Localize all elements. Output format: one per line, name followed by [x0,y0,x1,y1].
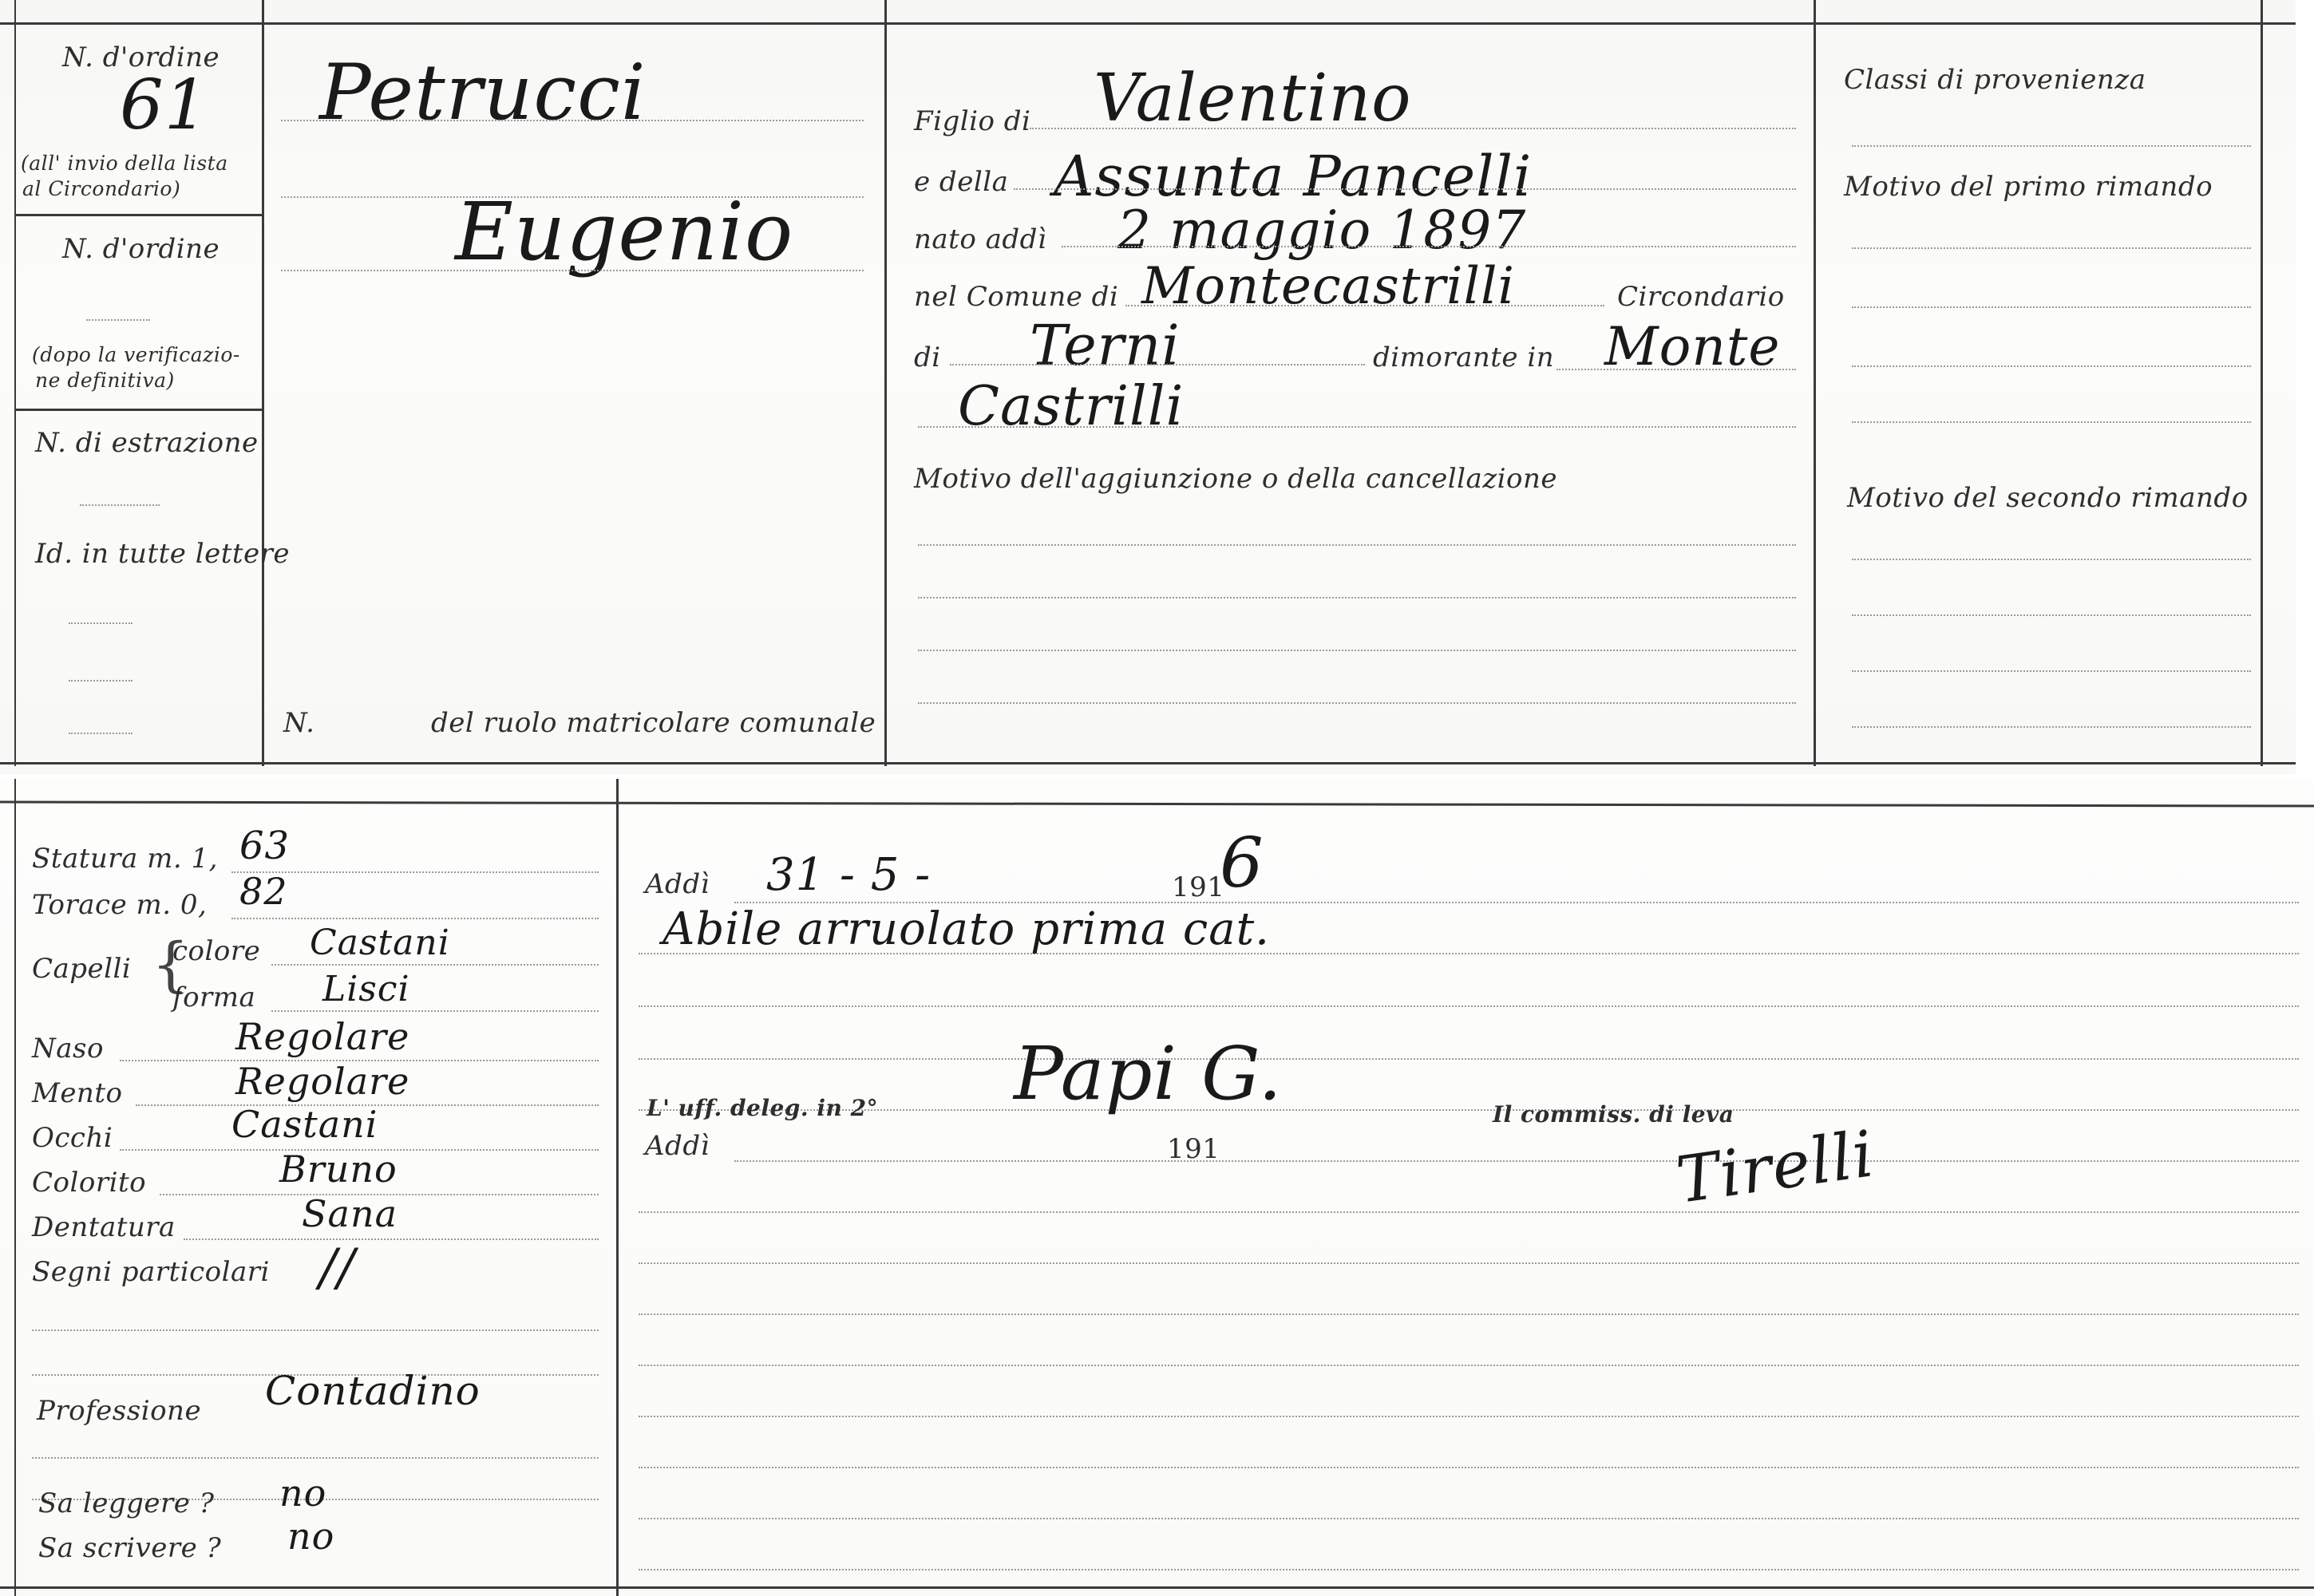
professione-dots-1 [32,1457,599,1459]
primo-dots-3 [1852,365,2251,367]
comune-value: Montecastrilli [1141,257,1515,316]
name-dots-3 [281,270,864,271]
occhi-value: Castani [231,1103,378,1146]
capelli-forma-value: Lisci [322,969,410,1009]
dentatura-label: Dentatura [32,1211,176,1243]
record-dots-8 [639,1262,2299,1264]
mother-name: Assunta Pancelli [1054,144,1533,209]
secondo-dots-4 [1852,726,2251,728]
capelli-colore-value: Castani [310,922,450,963]
estrazione-label: N. di estrazione [35,427,259,459]
primo-dots-4 [1852,421,2251,423]
occhi-label: Occhi [32,1122,113,1154]
birth-dots [1062,246,1796,247]
given-name: Eugenio [455,185,794,279]
circondario-value: Terni [1030,313,1181,378]
secondo-rimando-label: Motivo del secondo rimando [1847,482,2249,514]
col-divider-3 [1814,0,1816,766]
circondario-label: Circondario [1617,281,1785,313]
record-dots-3 [639,1005,2299,1007]
motivo-label: Motivo dell'aggiunzione o della cancellazione [914,463,1557,495]
ruolo-n-label: N. [283,707,315,739]
dimorante-line2: Castrilli [958,375,1185,438]
classi-dots-1 [1852,145,2251,147]
record-dots-4 [639,1058,2299,1060]
left-row-divider-2 [14,409,263,411]
dentatura-value: Sana [302,1192,398,1235]
secondo-dots-2 [1852,614,2251,616]
record-dots-11 [639,1416,2299,1417]
record-dots-14 [639,1569,2299,1570]
addi-label: Addì [645,868,710,900]
left-row-divider-1 [14,214,263,216]
naso-label: Naso [32,1033,104,1065]
capelli-brace-icon: { [152,930,190,999]
n-ordine-value: 61 [120,65,209,145]
record-dots-9 [639,1314,2299,1315]
col-divider-1 [262,0,264,766]
col-divider-2 [884,0,887,766]
forma-label: forma [172,982,256,1013]
uff-deleg-label: L' uff. deleg. in 2° [647,1095,879,1121]
colore-label: colore [172,935,261,967]
bottom-bottom-border [0,1586,2314,1589]
record-dots-13 [639,1518,2299,1519]
uff-signature: Papi G. [1014,1031,1283,1116]
mento-value: Regolare [235,1060,410,1103]
record-year2-prefix: 191 [1167,1133,1220,1165]
record-date: 31 - 5 - [766,849,932,901]
nato-label: nato addì [914,223,1047,255]
record-year-suffix: 6 [1220,824,1264,903]
secondo-dots-3 [1852,670,2251,672]
colorito-value: Bruno [279,1148,398,1191]
record-dots-7 [639,1211,2299,1213]
segni-dots-1 [32,1329,599,1331]
primo-dots-1 [1852,247,2251,249]
estrazione-dots [80,504,160,506]
register-bottom-sheet [0,779,2314,1596]
motivo-dots-4 [918,702,1796,704]
mento-label: Mento [32,1077,123,1109]
n-ordine2-label: N. d'ordine [62,233,220,265]
verifica-note-line1: (dopo la verificazio- [32,343,240,366]
record-outcome: Abile arruolato prima cat. [663,903,1270,955]
colore-dots [271,964,599,966]
segni-label: Segni particolari [32,1256,270,1288]
record-dots-6 [734,1160,2299,1162]
lettere-dots-1 [69,622,133,624]
comune-dots [1125,305,1604,306]
statura-value: 63 [239,824,291,868]
figlio-label: Figlio di [914,105,1031,137]
capelli-label: Capelli [32,953,132,985]
bottom-top-border [0,800,2314,807]
col-divider-4 [2261,0,2263,766]
left-border [14,0,16,766]
professione-value: Contadino [265,1368,481,1414]
secondo-dots-1 [1852,559,2251,560]
leggere-value: no [279,1472,327,1515]
di-label: di [914,342,941,373]
dimorante-label: dimorante in [1373,342,1555,373]
primo-rimando-label: Motivo del primo rimando [1844,171,2213,203]
dimorante-line1: Monte [1604,316,1781,377]
mother-dots [1014,188,1796,190]
bottom-left-border [14,779,16,1596]
torace-label: Torace m. 0, [32,889,208,921]
forma-dots [271,1010,599,1012]
primo-dots-2 [1852,306,2251,308]
bottom-border [0,762,2296,764]
birth-date: 2 maggio 1897 [1117,200,1527,261]
dimorante-dots-2 [918,426,1796,428]
statura-label: Statura m. 1, [32,843,218,875]
father-dots [1030,128,1796,129]
di-dots [950,364,1365,365]
dimorante-dots-1 [1557,369,1796,370]
invio-note-line2: al Circondario) [22,177,181,200]
record-dots-12 [639,1467,2299,1468]
surname: Petrucci [319,48,647,137]
lettere-dots-2 [69,680,133,681]
record-year-prefix: 191 [1172,871,1225,903]
invio-note-line1: (all' invio della lista [21,152,228,175]
colorito-label: Colorito [32,1167,147,1199]
top-border [0,22,2296,25]
n-ordine2-dots [86,319,150,321]
record-dots-5 [639,1109,2299,1111]
segni-value: // [319,1238,356,1298]
motivo-dots-2 [918,597,1796,598]
leggere-label: Sa leggere ? [38,1487,215,1519]
addi2-label: Addì [645,1130,710,1162]
name-dots-1 [281,120,864,121]
dentatura-dots [184,1238,599,1240]
motivo-dots-1 [918,544,1796,546]
motivo-dots-3 [918,650,1796,651]
comune-label: nel Comune di [914,281,1119,313]
professione-label: Professione [37,1395,202,1427]
bottom-col-divider [616,779,619,1596]
register-top-sheet [0,0,2296,774]
torace-dots [231,918,599,919]
madre-label: e della [914,166,1009,198]
classi-label: Classi di provenienza [1844,64,2146,96]
verifica-note-line2: ne definitiva) [35,369,175,392]
torace-value: 82 [239,870,288,913]
ruolo-label: del ruolo matricolare comunale [431,707,876,739]
n-ordine-label: N. d'ordine [62,41,220,73]
record-dots-10 [639,1365,2299,1366]
lettere-dots-3 [69,733,133,734]
scrivere-label: Sa scrivere ? [38,1532,222,1564]
father-name: Valentino [1094,61,1412,136]
commiss-signature: Tirelli [1671,1116,1879,1218]
commiss-label: Il commiss. di leva [1493,1101,1735,1128]
lettere-label: Id. in tutte lettere [35,538,291,570]
naso-value: Regolare [235,1015,410,1058]
scrivere-value: no [287,1515,335,1558]
